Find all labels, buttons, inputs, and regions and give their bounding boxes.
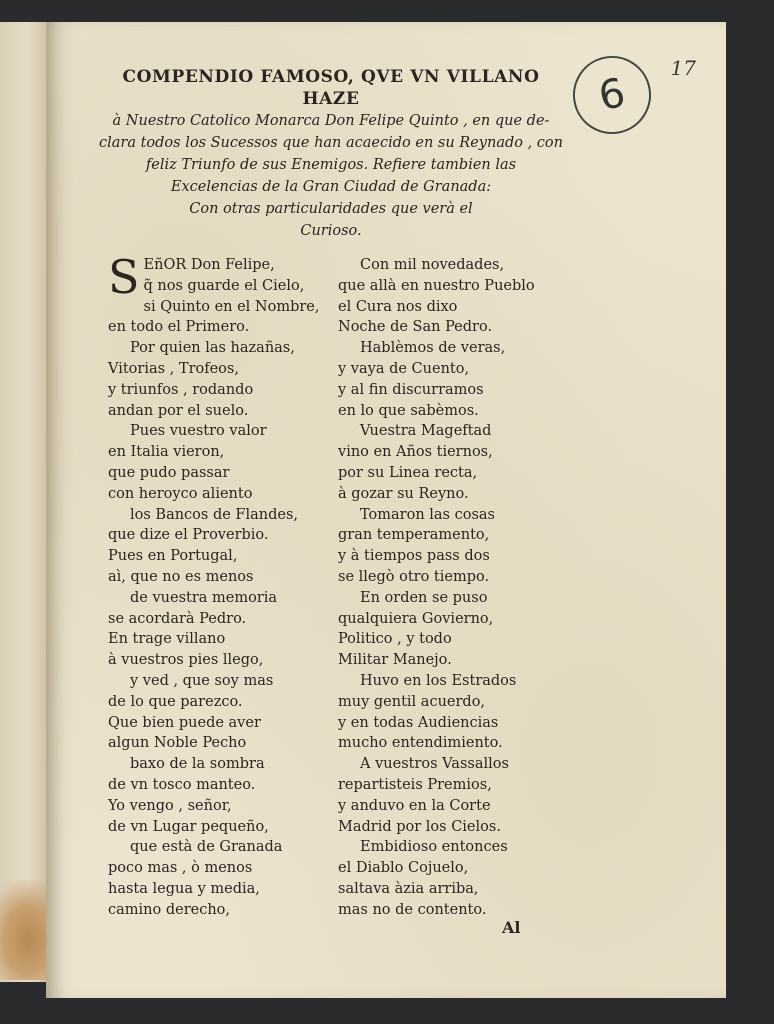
catchword: Al	[502, 918, 521, 937]
verse-line: algun Noble Pecho	[108, 735, 247, 752]
verse-column-right	[338, 255, 538, 921]
verse-line: muy gentil acuerdo,	[338, 693, 486, 710]
verse-line: se llegò otro tiempo.	[338, 568, 490, 585]
page-title	[96, 66, 566, 242]
verse-line: repartisteis Premios,	[338, 776, 492, 793]
verse-line: saltava àzia arriba,	[338, 880, 479, 897]
verse-line: à vuestros pies llego,	[108, 652, 264, 669]
verse-line: Madrid por los Cielos.	[338, 818, 501, 835]
title-sub-line: feliz Triunfo de sus Enemigos. Refiere tambien las	[145, 157, 517, 173]
verse-line: gran temperamento,	[338, 527, 490, 544]
verse-line: Pues en Portugal,	[108, 548, 238, 565]
verse-line: Militar Manejo.	[338, 652, 452, 669]
verse-line: con heroyco aliento	[108, 485, 253, 502]
title-sub	[96, 110, 566, 242]
verse-line: y al fin discurramos	[338, 381, 484, 398]
verse-line: à gozar su Reyno.	[338, 485, 469, 502]
verse-line: y vaya de Cuento,	[338, 360, 470, 377]
title-sub-line: Con otras particularidades que verà el	[189, 201, 473, 217]
verse-line: en todo el Primero.	[108, 319, 250, 336]
facing-page-edge	[0, 22, 47, 982]
verse-line: q̃ nos guarde el Cielo,	[143, 277, 305, 294]
verse-line: los Bancos de Flandes,	[130, 506, 299, 523]
verse-column-left	[108, 250, 328, 921]
circled-number	[566, 49, 659, 142]
circled-number-text: 6	[594, 69, 630, 121]
verse-line: Que bien puede aver	[108, 714, 261, 731]
verse-line: en Italia vieron,	[108, 444, 225, 461]
verse-line: hasta legua y media,	[108, 880, 260, 897]
verse-line: de vn tosco manteo.	[108, 776, 256, 793]
verse-line: Huvo en los Estrados	[360, 672, 517, 689]
verse-line: aì, que no es menos	[108, 568, 254, 585]
verse-line: y en todas Audiencias	[338, 714, 499, 731]
title-main: COMPENDIO FAMOSO, QVE VN VILLANO HAZE	[122, 67, 540, 109]
verse-line: que està de Granada	[130, 839, 283, 856]
verse-line: que pudo passar	[108, 464, 230, 481]
verse-line: por su Linea recta,	[338, 464, 478, 481]
verse-line: A vuestros Vassallos	[360, 756, 509, 773]
verse-line: vino en Años tiernos,	[338, 444, 493, 461]
title-sub-line: Excelencias de la Gran Ciudad de Granada:	[170, 179, 492, 195]
verse-line: de lo que parezco.	[108, 693, 243, 710]
verse-line: baxo de la sombra	[130, 756, 265, 773]
document-page	[46, 22, 726, 998]
verse-line: de vuestra memoria	[130, 589, 278, 606]
verse-line: el Cura nos dixo	[338, 298, 458, 315]
verse-line: EñOR Don Felipe,	[143, 257, 275, 273]
verse-line: qualquiera Govierno,	[338, 610, 494, 627]
verse-line: camino derecho,	[108, 901, 231, 918]
verse-line: y ved , que soy mas	[130, 672, 274, 689]
verse-line: y à tiempos pass dos	[338, 548, 490, 565]
verse-line: mucho entendimiento.	[338, 735, 503, 752]
verse-line: Vitorias , Trofeos,	[108, 360, 239, 377]
drop-cap: S	[108, 250, 140, 304]
verse-line: En orden se puso	[360, 589, 488, 606]
verse-line: En trage villano	[108, 631, 226, 648]
title-sub-line: clara todos los Sucessos que han acaecido en su Reynado , con	[99, 135, 563, 151]
title-sub-line: à Nuestro Catolico Monarca Don Felipe Quinto , en que de-	[112, 113, 550, 129]
verse-line: si Quinto en el Nombre,	[143, 298, 320, 315]
verse-line: poco mas , ò menos	[108, 860, 253, 877]
verse-line: Vuestra Mageftad	[360, 423, 492, 440]
verse-line: el Diablo Cojuelo,	[338, 860, 469, 877]
verse-line: que dize el Proverbio.	[108, 527, 269, 544]
verse-line: Con mil novedades,	[360, 257, 505, 273]
verse-line: andan por el suelo.	[108, 402, 249, 419]
verse-line: Embidioso entonces	[360, 839, 508, 856]
verse-line: Por quien las hazañas,	[130, 340, 295, 357]
verse-line: y triunfos , rodando	[108, 381, 254, 398]
verse-line: Yo vengo , señor,	[108, 797, 232, 814]
title-sub-line: Curioso.	[300, 223, 362, 239]
folio-number: 17	[670, 56, 696, 80]
verse-line: Politico , y todo	[338, 631, 452, 648]
verse-line: de vn Lugar pequeño,	[108, 818, 269, 835]
verse-line: Noche de San Pedro.	[338, 319, 493, 336]
verse-line: en lo que sabèmos.	[338, 402, 479, 419]
verse-line: mas no de contento.	[338, 901, 487, 918]
verse-line: y anduvo en la Corte	[338, 797, 491, 814]
verse-line: se acordarà Pedro.	[108, 610, 247, 627]
verse-line: que allà en nuestro Pueblo	[338, 277, 535, 294]
verse-line: Pues vuestro valor	[130, 423, 267, 440]
verse-line: Tomaron las cosas	[360, 506, 495, 523]
verse-line: Hablèmos de veras,	[360, 340, 506, 357]
